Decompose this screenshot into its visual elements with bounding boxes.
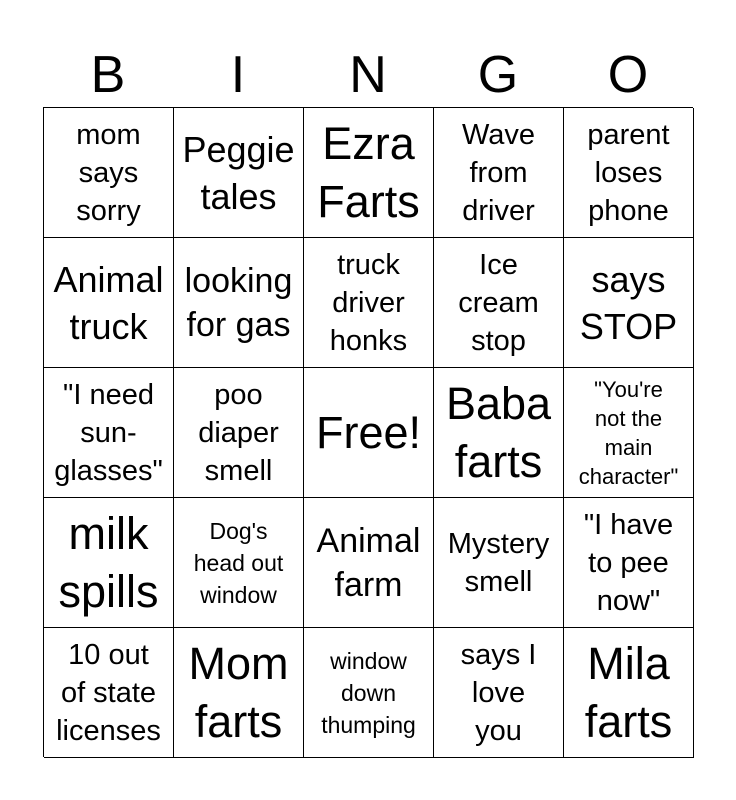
bingo-cell[interactable] [44, 368, 174, 498]
cell-text: Animal truck [53, 258, 164, 347]
bingo-cell[interactable] [434, 498, 564, 628]
bingo-cell[interactable] [44, 238, 174, 368]
cell-text: truck driver honks [329, 248, 408, 357]
bingo-cell-free[interactable] [304, 368, 434, 498]
cell-text: "I have to pee now" [583, 508, 674, 617]
bingo-header [43, 44, 693, 106]
header-letter-b: B [90, 46, 126, 104]
bingo-cell[interactable] [564, 238, 694, 368]
bingo-cell[interactable] [434, 628, 564, 758]
bingo-cell[interactable] [564, 368, 694, 498]
header-letter-o: O [607, 46, 649, 104]
bingo-cell[interactable] [174, 628, 304, 758]
cell-text: parent loses phone [587, 118, 670, 227]
bingo-cell[interactable] [174, 238, 304, 368]
bingo-cell[interactable] [434, 238, 564, 368]
bingo-cell[interactable] [564, 108, 694, 238]
cell-text: milk spills [58, 507, 159, 617]
cell-text: "You're not the main character" [578, 376, 679, 489]
cell-text: Wave from driver [461, 118, 536, 227]
cell-text: Mila farts [584, 637, 673, 747]
cell-text: Baba farts [445, 377, 552, 487]
cell-text: Mom farts [188, 637, 289, 747]
cell-text: Ezra Farts [317, 117, 420, 227]
cell-text: "I need sun- glasses" [54, 378, 163, 487]
bingo-cell[interactable] [174, 368, 304, 498]
cell-text: Dog's head out window [193, 517, 284, 608]
cell-text: mom says sorry [76, 118, 141, 227]
bingo-cell[interactable] [174, 108, 304, 238]
cell-text: Ice cream stop [458, 248, 539, 357]
bingo-cell[interactable] [304, 498, 434, 628]
cell-text: Mystery smell [447, 527, 550, 598]
bingo-cell[interactable] [304, 628, 434, 758]
bingo-cell[interactable] [304, 108, 434, 238]
cell-text: window down thumping [321, 647, 416, 738]
header-letter-n: N [349, 46, 387, 104]
cell-text: says I love you [460, 638, 537, 747]
bingo-cell[interactable] [434, 368, 564, 498]
bingo-grid [43, 107, 693, 757]
cell-text: Animal farm [316, 521, 421, 604]
bingo-cell[interactable] [44, 498, 174, 628]
cell-text: looking for gas [184, 261, 293, 344]
header-letter-g: G [477, 46, 519, 104]
cell-text: says STOP [579, 258, 678, 347]
cell-text: Peggie tales [182, 128, 295, 217]
bingo-cell[interactable] [304, 238, 434, 368]
bingo-cell[interactable] [44, 108, 174, 238]
bingo-cell[interactable] [564, 498, 694, 628]
bingo-cell[interactable] [174, 498, 304, 628]
bingo-cell[interactable] [564, 628, 694, 758]
header-letter-i: I [230, 46, 246, 104]
cell-text: 10 out of state licenses [56, 638, 161, 747]
bingo-cell[interactable] [434, 108, 564, 238]
cell-text: Free! [315, 406, 422, 458]
cell-text: poo diaper smell [198, 378, 279, 487]
bingo-cell[interactable] [44, 628, 174, 758]
